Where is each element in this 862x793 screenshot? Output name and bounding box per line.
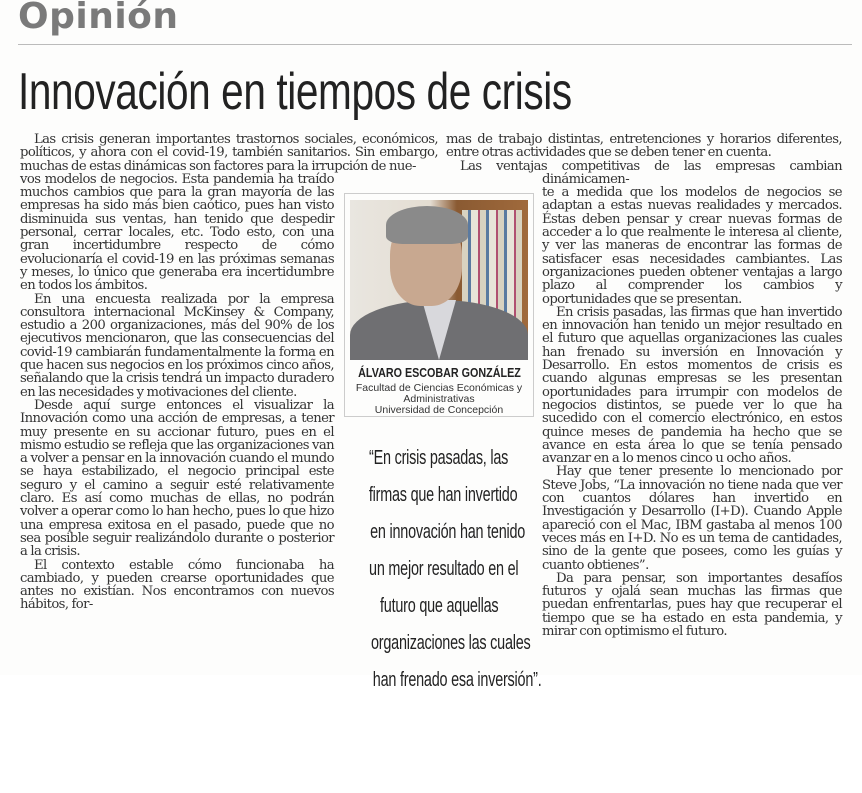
article-title: Innovación en tiempos de crisis [18,63,572,121]
pull-quote-line: “En crisis pasadas, las [369,447,509,469]
section-divider [18,44,852,45]
pull-quote-line: organizaciones las cuales [371,632,531,654]
pull-quote-line: futuro que aquellas [379,595,499,617]
paragraph: El contexto estable cómo funcionaba ha cambiado, y pueden crearse oportunidades que antes no existían. Nos encontramos con nuevos hábitos, for- [20,557,334,613]
author-affiliation: Administrativas [403,393,475,405]
paragraph: En crisis pasadas, las firmas que han invertido en innovación han tenido un mejor resultado en el futuro que aquellas organizaciones las cuales han frenado su inversión en Innovación y Desarrollo. En estos momentos de crisis es cuando algunas empresas se les presentan oportunidades para irrumpir con modelos de negocios distintos, se puede ver lo que ha sucedido con el comercio electrónico, en estos quince meses de pandemia ha hecho que se avance en esta área lo que se tenía pensado avanzar en a lo menos cinco u ocho años. [542,304,842,467]
author-box [344,193,534,417]
pull-quote-line: firmas que han invertido [368,484,518,506]
author-name: ÁLVARO ESCOBAR GONZÁLEZ [358,366,521,380]
author-photo [350,200,528,360]
paragraph: Hay que tener presente lo mencionado por Steve Jobs, “La innovación no tiene nada que ver con cuantos dólares han invertido en Investigación y Desarrollo (I+D). Cuando Apple apareció con el Mac, IBM gastaba al menos 100 veces más en I+D. No es un tema de cantidades, sino de la gente que posees, como les guías y cuanto obtienes”. [542,464,842,573]
hair [386,206,468,244]
pull-quote [340,440,542,699]
pull-quote-line: en innovación han tenido [370,521,526,543]
paragraph: Las ventajas competitivas de las empresas cambian dinámicamen- [460,158,842,187]
author-affiliation: Universidad de Concepción [374,404,504,416]
paragraph: Las crisis generan importantes trastornos sociales, económicos, políticos, y ahora con el covid-19, también sanitarios. Sin embargo, muchas de estas dinámicas son factores para la irrupción de nue- [20,132,438,174]
paragraph: te a medida que los modelos de negocios se adaptan a estas nuevas realidades y mercados. Éstas deben pensar y crear nuevas formas de acceder a lo que realmente le interesa al cliente, y ver las maneras de encontrar las formas de satisfacer esas necesidades cambiantes. Las organizaciones pueden obtener ventajas a largo plazo al comprender los cambios y oportunidades que se presentan. [542,185,842,307]
pull-quote-line: han frenado esa inversión”. [372,669,542,691]
author-affiliation: Facultad de Ciencias Económicas y [355,382,523,394]
paragraph: vos modelos de negocios. Esta pandemia ha traído muchos cambios que para la gran mayoría de las empresas ha sido más bien caótico, pues han visto disminuida sus ventas, han tenido que despedir personal, cerrar locales, etc. Todo esto, con una gran incertidumbre respecto de cómo evolucionaría el covid-19 en las próximas semanas y meses, lo único que generaba era incertidumbre en todos los ámbitos. [20,171,334,294]
section-label: Opinión [18,0,179,37]
pull-quote-line: un mejor resultado en el [369,558,519,580]
paragraph: Da para pensar, son importantes desafíos futuros y ojalá sean muchas las firmas que puedan enfrentarlas, pues hay que recuperar el tiempo que se ha estado en esta pandemia, y mirar con optimismo el futuro. [542,570,842,639]
paragraph: mas de trabajo distintas, entretenciones y horarios diferentes, entre otras actividades que se deben tener en cuenta. [446,132,842,161]
paragraph: En una encuesta realizada por la empresa consultora internacional McKinsey & Company, estudio a 200 organizaciones, más del 90% de los ejecutivos mencionaron, que las consecuencias del covid-19 cambiarán fundamentalmente la forma en que hacen sus negocios en los próximos cinco años, señalando que la crisis tendrá un impacto duradero en las necesidades y motivaciones del cliente. [20,291,334,400]
paragraph: Desde aquí surge entonces el visualizar la Innovación como una acción de empresas, a tener muy presente en su accionar futuro, pues en el mismo estudio se refleja que las organizaciones van a volver a pensar en la innovación cuando el mundo se haya estabilizado, el negocio principal este seguro y el camino a seguir esté relativamente claro. Es así como muchas de ellas, no podrán volver a operar como lo han hecho, pues lo que hizo una empresa exitosa en el pasado, puede que no sea posible seguir realizándolo durante o posterior a la crisis. [20,397,334,560]
